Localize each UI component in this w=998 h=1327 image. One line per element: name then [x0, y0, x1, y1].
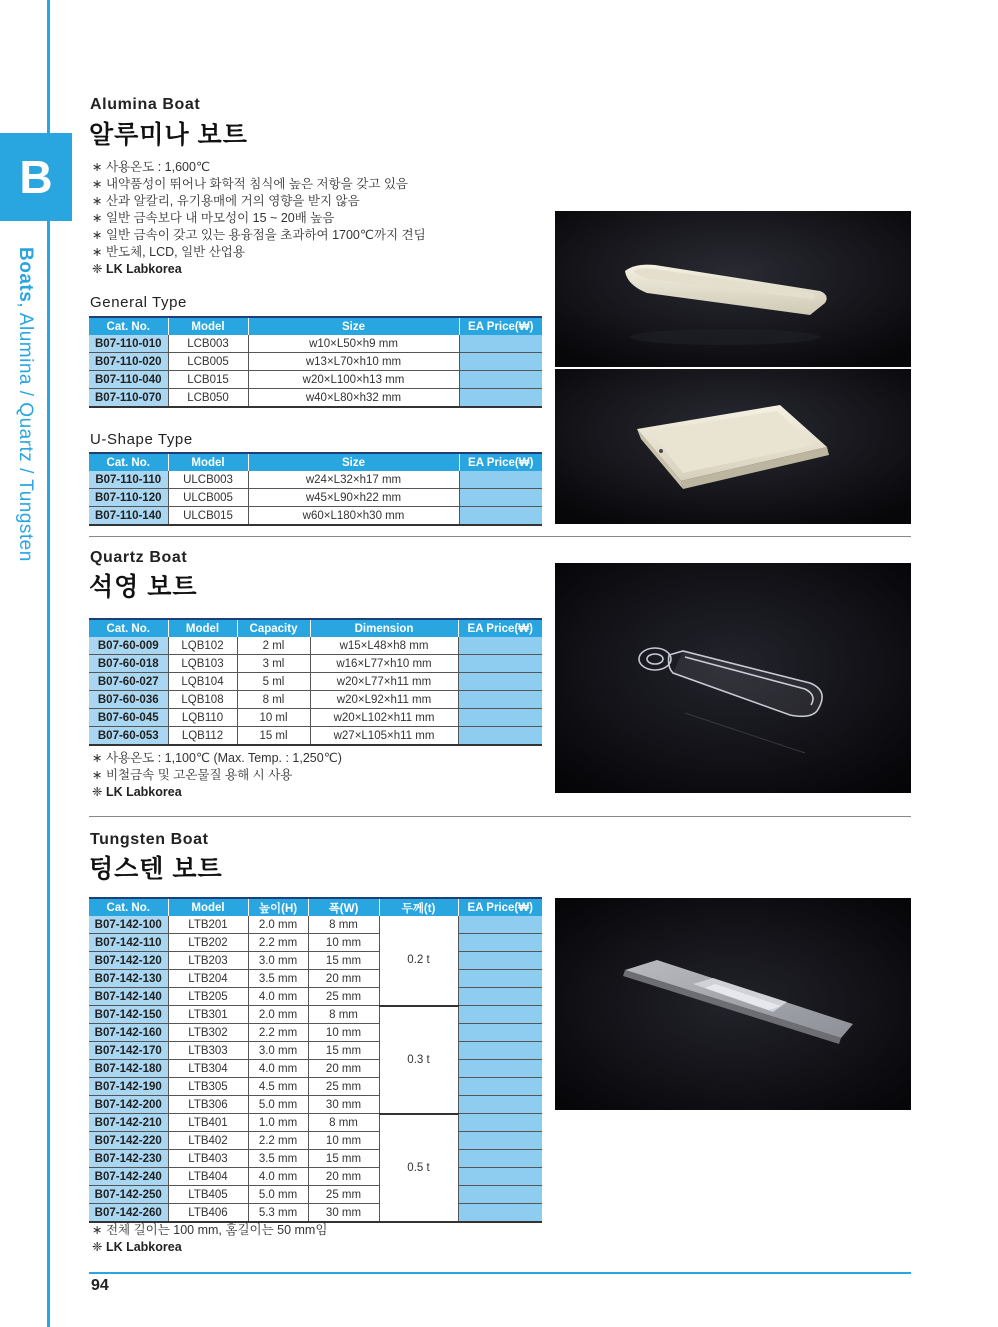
page-number: 94 — [91, 1277, 109, 1294]
dimension: w20×L102×h11 mm — [310, 709, 458, 727]
cat-no: B07-110-120 — [89, 489, 168, 507]
alumina-boat-image — [555, 211, 911, 367]
price-cell — [458, 934, 542, 952]
height: 3.5 mm — [248, 970, 308, 988]
height: 5.3 mm — [248, 1204, 308, 1223]
quartz-boat-photo — [555, 563, 911, 793]
price-cell — [458, 1078, 542, 1096]
table-row — [89, 1060, 542, 1078]
price-cell — [458, 1096, 542, 1114]
cat-no: B07-142-130 — [89, 970, 168, 988]
width: 20 mm — [308, 1168, 379, 1186]
model: LTB405 — [168, 1186, 248, 1204]
table-row — [89, 1024, 542, 1042]
price-cell — [459, 489, 542, 507]
height: 5.0 mm — [248, 1096, 308, 1114]
table-header-row — [89, 317, 542, 335]
cat-no: B07-142-120 — [89, 952, 168, 970]
alumina-note: ∗ 반도체, LCD, 일반 산업용 — [92, 244, 426, 261]
price-cell — [458, 952, 542, 970]
tungsten-boat-image — [555, 898, 911, 1110]
price-cell — [458, 1168, 542, 1186]
model: LTB402 — [168, 1132, 248, 1150]
model: LQB102 — [168, 637, 237, 655]
height: 4.5 mm — [248, 1078, 308, 1096]
table-row — [89, 952, 542, 970]
height: 2.2 mm — [248, 1132, 308, 1150]
model: LQB110 — [168, 709, 237, 727]
col-header: EA Price(₩) — [459, 453, 542, 471]
width: 8 mm — [308, 1006, 379, 1024]
height: 2.2 mm — [248, 1024, 308, 1042]
cat-no: B07-60-053 — [89, 727, 168, 746]
cat-no: B07-60-009 — [89, 637, 168, 655]
table-row — [89, 1078, 542, 1096]
col-header: Model — [168, 453, 248, 471]
size: w60×L180×h30 mm — [248, 507, 459, 526]
width: 25 mm — [308, 1078, 379, 1096]
table-row — [89, 507, 542, 526]
width: 8 mm — [308, 1114, 379, 1132]
price-cell — [458, 1150, 542, 1168]
model: LTB401 — [168, 1114, 248, 1132]
width: 30 mm — [308, 1204, 379, 1223]
cat-no: B07-110-040 — [89, 371, 168, 389]
u-shape-boat-image — [555, 369, 911, 524]
table-header-row — [89, 453, 542, 471]
dimension: w20×L77×h11 mm — [310, 673, 458, 691]
size: w13×L70×h10 mm — [248, 353, 459, 371]
section-divider — [89, 816, 911, 817]
width: 25 mm — [308, 988, 379, 1006]
height: 2.2 mm — [248, 934, 308, 952]
width: 25 mm — [308, 1186, 379, 1204]
general-type-title: General Type — [90, 294, 187, 311]
tungsten-ko-title: 텅스텐 보트 — [89, 855, 223, 883]
u-shape-boat-photo — [555, 369, 911, 524]
width: 15 mm — [308, 952, 379, 970]
model: LTB202 — [168, 934, 248, 952]
price-cell — [458, 1042, 542, 1060]
table-row — [89, 335, 542, 353]
alumina-note: ∗ 일반 금속보다 내 마모성이 15 ~ 20배 높음 — [92, 210, 426, 227]
quartz-table — [89, 618, 542, 746]
alumina-notes — [92, 159, 426, 278]
price-cell — [458, 1060, 542, 1078]
table-row — [89, 471, 542, 489]
price-cell — [459, 471, 542, 489]
cat-no: B07-142-260 — [89, 1204, 168, 1223]
width: 10 mm — [308, 934, 379, 952]
cat-no: B07-142-140 — [89, 988, 168, 1006]
dimension: w27×L105×h11 mm — [310, 727, 458, 746]
table-row — [89, 934, 542, 952]
height: 3.0 mm — [248, 952, 308, 970]
cat-no: B07-60-045 — [89, 709, 168, 727]
size: w45×L90×h22 mm — [248, 489, 459, 507]
tungsten-notes — [92, 1222, 327, 1256]
price-cell — [458, 988, 542, 1006]
price-cell — [458, 655, 542, 673]
table-row — [89, 1006, 542, 1024]
cat-no: B07-110-110 — [89, 471, 168, 489]
table-row — [89, 988, 542, 1006]
price-cell — [458, 970, 542, 988]
cat-no: B07-110-010 — [89, 335, 168, 353]
height: 4.0 mm — [248, 1168, 308, 1186]
price-cell — [458, 727, 542, 746]
model: LTB404 — [168, 1168, 248, 1186]
model: LTB201 — [168, 916, 248, 934]
model: LQB103 — [168, 655, 237, 673]
section-vertical-title — [14, 247, 36, 562]
width: 10 mm — [308, 1024, 379, 1042]
table-row — [89, 655, 542, 673]
u-shape-type-table — [89, 452, 542, 526]
size: w24×L32×h17 mm — [248, 471, 459, 489]
price-cell — [458, 916, 542, 934]
model: LTB305 — [168, 1078, 248, 1096]
table-row — [89, 1186, 542, 1204]
table-row — [89, 637, 542, 655]
cat-no: B07-60-036 — [89, 691, 168, 709]
width: 10 mm — [308, 1132, 379, 1150]
cat-no: B07-142-150 — [89, 1006, 168, 1024]
capacity: 15 ml — [237, 727, 310, 746]
model: LTB301 — [168, 1006, 248, 1024]
model: ULCB003 — [168, 471, 248, 489]
width: 8 mm — [308, 916, 379, 934]
cat-no: B07-142-220 — [89, 1132, 168, 1150]
width: 20 mm — [308, 1060, 379, 1078]
height: 1.0 mm — [248, 1114, 308, 1132]
section-tab: B — [0, 133, 72, 221]
price-cell — [458, 1006, 542, 1024]
height: 3.5 mm — [248, 1150, 308, 1168]
table-row — [89, 353, 542, 371]
model: LTB203 — [168, 952, 248, 970]
price-cell — [458, 1024, 542, 1042]
price-cell — [458, 1186, 542, 1204]
price-cell — [459, 335, 542, 353]
model: LTB302 — [168, 1024, 248, 1042]
tungsten-brand: ❈ LK Labkorea — [92, 1239, 327, 1256]
cat-no: B07-110-070 — [89, 389, 168, 408]
table-row — [89, 970, 542, 988]
capacity: 3 ml — [237, 655, 310, 673]
cat-no: B07-142-190 — [89, 1078, 168, 1096]
table-row — [89, 709, 542, 727]
capacity: 10 ml — [237, 709, 310, 727]
table-row — [89, 371, 542, 389]
table-row — [89, 1042, 542, 1060]
cat-no: B07-142-170 — [89, 1042, 168, 1060]
col-header: Dimension — [310, 619, 458, 637]
col-header: 높이(H) — [248, 898, 308, 916]
price-cell — [459, 353, 542, 371]
model: LQB112 — [168, 727, 237, 746]
model: LTB205 — [168, 988, 248, 1006]
cat-no: B07-110-020 — [89, 353, 168, 371]
table-row — [89, 916, 542, 934]
model: ULCB005 — [168, 489, 248, 507]
model: LCB005 — [168, 353, 248, 371]
alumina-note: ∗ 일반 금속이 갖고 있는 용융점을 초과하여 1700℃까지 견딤 — [92, 227, 426, 244]
col-header: 두께(t) — [379, 898, 458, 916]
table-row — [89, 1132, 542, 1150]
cat-no: B07-142-230 — [89, 1150, 168, 1168]
price-cell — [458, 691, 542, 709]
table-header-row — [89, 619, 542, 637]
quartz-note: ∗ 사용온도 : 1,100℃ (Max. Temp. : 1,250℃) — [92, 750, 342, 767]
quartz-brand: ❈ LK Labkorea — [92, 784, 342, 801]
model: LCB050 — [168, 389, 248, 408]
height: 2.0 mm — [248, 916, 308, 934]
table-row — [89, 1114, 542, 1132]
col-header: EA Price(₩) — [458, 898, 542, 916]
price-cell — [459, 507, 542, 526]
model: LTB306 — [168, 1096, 248, 1114]
alumina-note: ∗ 사용온도 : 1,600℃ — [92, 159, 426, 176]
model: LCB015 — [168, 371, 248, 389]
height: 3.0 mm — [248, 1042, 308, 1060]
col-header: Model — [168, 898, 248, 916]
size: w20×L100×h13 mm — [248, 371, 459, 389]
quartz-en-title: Quartz Boat — [90, 549, 188, 566]
table-row — [89, 1096, 542, 1114]
quartz-notes — [92, 750, 342, 801]
dimension: w20×L92×h11 mm — [310, 691, 458, 709]
col-header: Size — [248, 453, 459, 471]
width: 20 mm — [308, 970, 379, 988]
u-shape-type-title: U-Shape Type — [90, 431, 193, 448]
cat-no: B07-142-100 — [89, 916, 168, 934]
capacity: 8 ml — [237, 691, 310, 709]
table-row — [89, 727, 542, 746]
model: ULCB015 — [168, 507, 248, 526]
col-header: 폭(W) — [308, 898, 379, 916]
height: 5.0 mm — [248, 1186, 308, 1204]
alumina-boat-photo — [555, 211, 911, 367]
capacity: 5 ml — [237, 673, 310, 691]
thickness-group: 0.2 t — [379, 916, 458, 1006]
alumina-ko-title: 알루미나 보트 — [89, 121, 248, 149]
model: LTB303 — [168, 1042, 248, 1060]
height: 2.0 mm — [248, 1006, 308, 1024]
table-row — [89, 1204, 542, 1223]
vertical-title-rest: , Alumina / Quartz / Tungsten — [15, 302, 36, 562]
alumina-brand: ❈ LK Labkorea — [92, 261, 426, 278]
height: 4.0 mm — [248, 1060, 308, 1078]
model: LQB108 — [168, 691, 237, 709]
price-cell — [459, 389, 542, 408]
price-cell — [458, 1114, 542, 1132]
table-row — [89, 389, 542, 408]
general-type-table — [89, 316, 542, 408]
tungsten-table — [89, 897, 542, 1223]
thickness-group: 0.3 t — [379, 1006, 458, 1114]
table-row — [89, 691, 542, 709]
cat-no: B07-142-110 — [89, 934, 168, 952]
model: LTB406 — [168, 1204, 248, 1223]
price-cell — [458, 673, 542, 691]
width: 15 mm — [308, 1042, 379, 1060]
capacity: 2 ml — [237, 637, 310, 655]
col-header: EA Price(₩) — [459, 317, 542, 335]
col-header: Model — [168, 317, 248, 335]
thickness-group: 0.5 t — [379, 1114, 458, 1223]
model: LTB403 — [168, 1150, 248, 1168]
col-header: EA Price(₩) — [458, 619, 542, 637]
dimension: w16×L77×h10 mm — [310, 655, 458, 673]
col-header: Cat. No. — [89, 453, 168, 471]
cat-no: B07-60-027 — [89, 673, 168, 691]
price-cell — [458, 709, 542, 727]
cat-no: B07-142-160 — [89, 1024, 168, 1042]
size: w40×L80×h32 mm — [248, 389, 459, 408]
table-row — [89, 673, 542, 691]
quartz-note: ∗ 비철금속 및 고온물질 용해 시 사용 — [92, 767, 342, 784]
col-header: Cat. No. — [89, 619, 168, 637]
model: LTB304 — [168, 1060, 248, 1078]
price-cell — [459, 371, 542, 389]
alumina-en-title: Alumina Boat — [90, 96, 201, 113]
alumina-note: ∗ 내약품성이 뛰어나 화학적 침식에 높은 저항을 갖고 있음 — [92, 176, 426, 193]
tungsten-note: ∗ 전체 길이는 100 mm, 홈길이는 50 mm임 — [92, 1222, 327, 1239]
col-header: Cat. No. — [89, 317, 168, 335]
width: 15 mm — [308, 1150, 379, 1168]
quartz-ko-title: 석영 보트 — [89, 573, 198, 601]
model: LQB104 — [168, 673, 237, 691]
table-row — [89, 489, 542, 507]
model: LCB003 — [168, 335, 248, 353]
quartz-boat-image — [555, 563, 911, 793]
table-header-row — [89, 898, 542, 916]
cat-no: B07-142-180 — [89, 1060, 168, 1078]
price-cell — [458, 1132, 542, 1150]
cat-no: B07-142-250 — [89, 1186, 168, 1204]
cat-no: B07-142-210 — [89, 1114, 168, 1132]
col-header: Capacity — [237, 619, 310, 637]
height: 4.0 mm — [248, 988, 308, 1006]
dimension: w15×L48×h8 mm — [310, 637, 458, 655]
cat-no: B07-60-018 — [89, 655, 168, 673]
alumina-note: ∗ 산과 알칼리, 유기용매에 거의 영향을 받지 않음 — [92, 193, 426, 210]
cat-no: B07-110-140 — [89, 507, 168, 526]
footer-line — [89, 1272, 911, 1274]
tungsten-en-title: Tungsten Boat — [90, 831, 209, 848]
cat-no: B07-142-240 — [89, 1168, 168, 1186]
table-row — [89, 1150, 542, 1168]
tungsten-boat-photo — [555, 898, 911, 1110]
col-header: Model — [168, 619, 237, 637]
cat-no: B07-142-200 — [89, 1096, 168, 1114]
col-header: Cat. No. — [89, 898, 168, 916]
table-row — [89, 1168, 542, 1186]
col-header: Size — [248, 317, 459, 335]
section-divider — [89, 536, 911, 537]
price-cell — [458, 637, 542, 655]
vertical-title-bold: Boats — [15, 247, 36, 303]
size: w10×L50×h9 mm — [248, 335, 459, 353]
model: LTB204 — [168, 970, 248, 988]
price-cell — [458, 1204, 542, 1223]
width: 30 mm — [308, 1096, 379, 1114]
